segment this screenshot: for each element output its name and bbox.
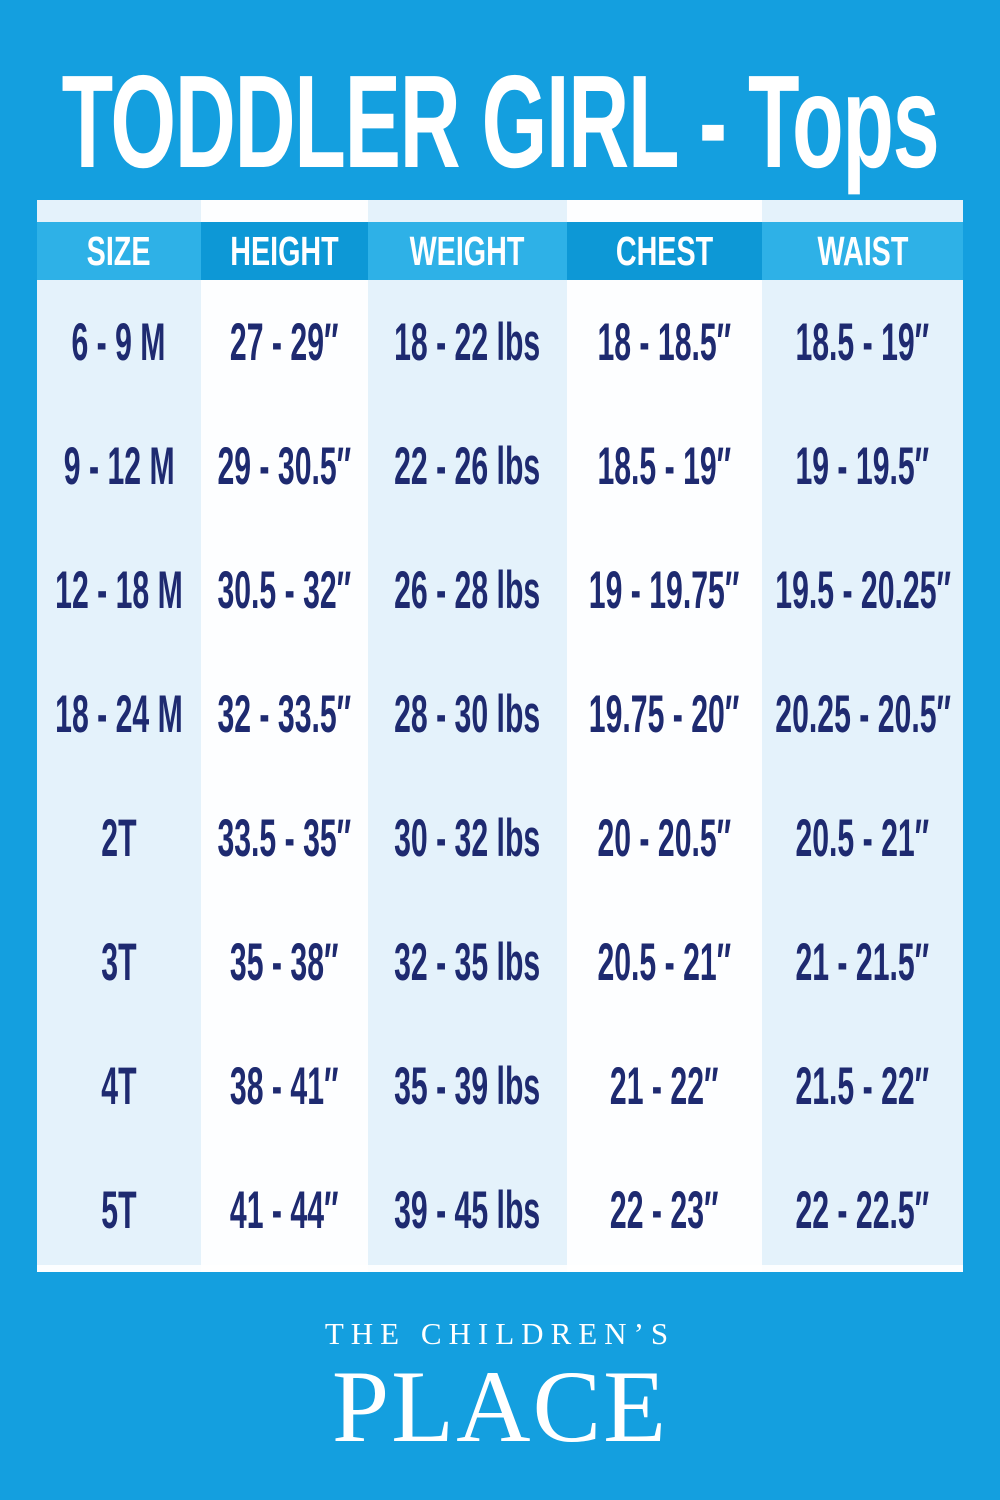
table-top-strip <box>201 200 369 222</box>
cell-value: 12 - 18 M <box>54 560 183 620</box>
column-header-waist <box>762 222 963 280</box>
table-cell <box>37 280 201 404</box>
cell-value: 19.75 - 20″ <box>589 684 740 744</box>
table-cell <box>201 528 369 652</box>
cell-value: 18 - 18.5″ <box>597 312 732 372</box>
column-header-chest <box>567 222 763 280</box>
column-header-height <box>201 222 369 280</box>
column-header-size <box>37 222 201 280</box>
table-cell <box>37 404 201 528</box>
table-cell <box>201 404 369 528</box>
page-title <box>0 48 1000 195</box>
table-cell <box>201 652 369 776</box>
cell-value: 21 - 21.5″ <box>795 932 930 992</box>
cell-value: 30 - 32 lbs <box>394 808 541 868</box>
cell-value: 41 - 44″ <box>230 1180 339 1240</box>
table-cell <box>201 1024 369 1148</box>
brand-logo-line2: PLACE <box>331 1350 669 1465</box>
table-cell <box>567 652 763 776</box>
table-cell <box>567 528 763 652</box>
table-cell <box>37 528 201 652</box>
cell-value: 21 - 22″ <box>610 1056 719 1116</box>
column-header-weight <box>368 222 567 280</box>
table-cell <box>37 900 201 1024</box>
table-cell <box>762 652 963 776</box>
table-cell <box>762 1148 963 1272</box>
table-top-strip <box>368 200 567 222</box>
cell-value: 30.5 - 32″ <box>217 560 352 620</box>
table-cell <box>762 528 963 652</box>
table-cell <box>762 280 963 404</box>
table-cell <box>368 776 567 900</box>
table-top-strip <box>37 200 201 222</box>
cell-value: 4T <box>101 1056 137 1116</box>
cell-value: 9 - 12 M <box>63 436 175 496</box>
table-cell <box>37 1148 201 1272</box>
table-cell <box>567 280 763 404</box>
table-cell <box>762 404 963 528</box>
table-cell <box>201 280 369 404</box>
cell-value: 19.5 - 20.25″ <box>774 560 951 620</box>
table-cell <box>368 404 567 528</box>
table-cell <box>368 280 567 404</box>
cell-value: 32 - 33.5″ <box>217 684 352 744</box>
cell-value: 3T <box>101 932 137 992</box>
cell-value: 28 - 30 lbs <box>394 684 541 744</box>
table-cell <box>567 1148 763 1272</box>
cell-value: 18 - 22 lbs <box>394 312 541 372</box>
cell-value: 35 - 39 lbs <box>394 1056 541 1116</box>
cell-value: 2T <box>101 808 137 868</box>
cell-value: 27 - 29″ <box>230 312 339 372</box>
cell-value: 20 - 20.5″ <box>597 808 732 868</box>
cell-value: 21.5 - 22″ <box>795 1056 930 1116</box>
cell-value: 22 - 26 lbs <box>394 436 541 496</box>
size-chart-table <box>37 200 963 1272</box>
cell-value: 5T <box>101 1180 137 1240</box>
table-top-strip <box>567 200 763 222</box>
table-cell <box>37 1024 201 1148</box>
table-top-strip <box>762 200 963 222</box>
table-cell <box>567 900 763 1024</box>
table-cell <box>368 528 567 652</box>
table-cell <box>762 1024 963 1148</box>
cell-value: 38 - 41″ <box>230 1056 339 1116</box>
cell-value: 19 - 19.75″ <box>589 560 740 620</box>
column-header-label: HEIGHT <box>230 227 339 274</box>
column-header-label: CHEST <box>615 227 714 274</box>
cell-value: 18.5 - 19″ <box>597 436 732 496</box>
table-cell <box>567 776 763 900</box>
cell-value: 22 - 22.5″ <box>795 1180 930 1240</box>
column-header-label: WAIST <box>817 227 909 274</box>
table-cell <box>368 1148 567 1272</box>
table-cell <box>37 776 201 900</box>
table-cell <box>37 652 201 776</box>
cell-value: 20.5 - 21″ <box>795 808 930 868</box>
cell-value: 20.5 - 21″ <box>597 932 732 992</box>
column-header-label: WEIGHT <box>409 227 525 274</box>
cell-value: 39 - 45 lbs <box>394 1180 541 1240</box>
cell-value: 26 - 28 lbs <box>394 560 541 620</box>
table-cell <box>201 776 369 900</box>
table-cell <box>368 652 567 776</box>
cell-value: 20.25 - 20.5″ <box>774 684 951 744</box>
cell-value: 33.5 - 35″ <box>217 808 352 868</box>
cell-value: 18 - 24 M <box>54 684 183 744</box>
cell-value: 22 - 23″ <box>610 1180 719 1240</box>
cell-value: 18.5 - 19″ <box>795 312 930 372</box>
table-cell <box>201 900 369 1024</box>
table-bottom-strip <box>37 1265 963 1272</box>
table-cell <box>368 900 567 1024</box>
cell-value: 35 - 38″ <box>230 932 339 992</box>
column-header-label: SIZE <box>86 227 151 274</box>
brand-logo <box>0 1315 1000 1465</box>
cell-value: 32 - 35 lbs <box>394 932 541 992</box>
table-cell <box>567 1024 763 1148</box>
cell-value: 29 - 30.5″ <box>217 436 352 496</box>
table-cell <box>201 1148 369 1272</box>
cell-value: 6 - 9 M <box>71 312 166 372</box>
table-cell <box>762 900 963 1024</box>
page-title-text: TODDLER GIRL - Tops <box>61 48 939 195</box>
brand-logo-line1: THE CHILDREN’S <box>324 1316 676 1351</box>
table-cell <box>368 1024 567 1148</box>
table-cell <box>567 404 763 528</box>
table-cell <box>762 776 963 900</box>
cell-value: 19 - 19.5″ <box>795 436 930 496</box>
